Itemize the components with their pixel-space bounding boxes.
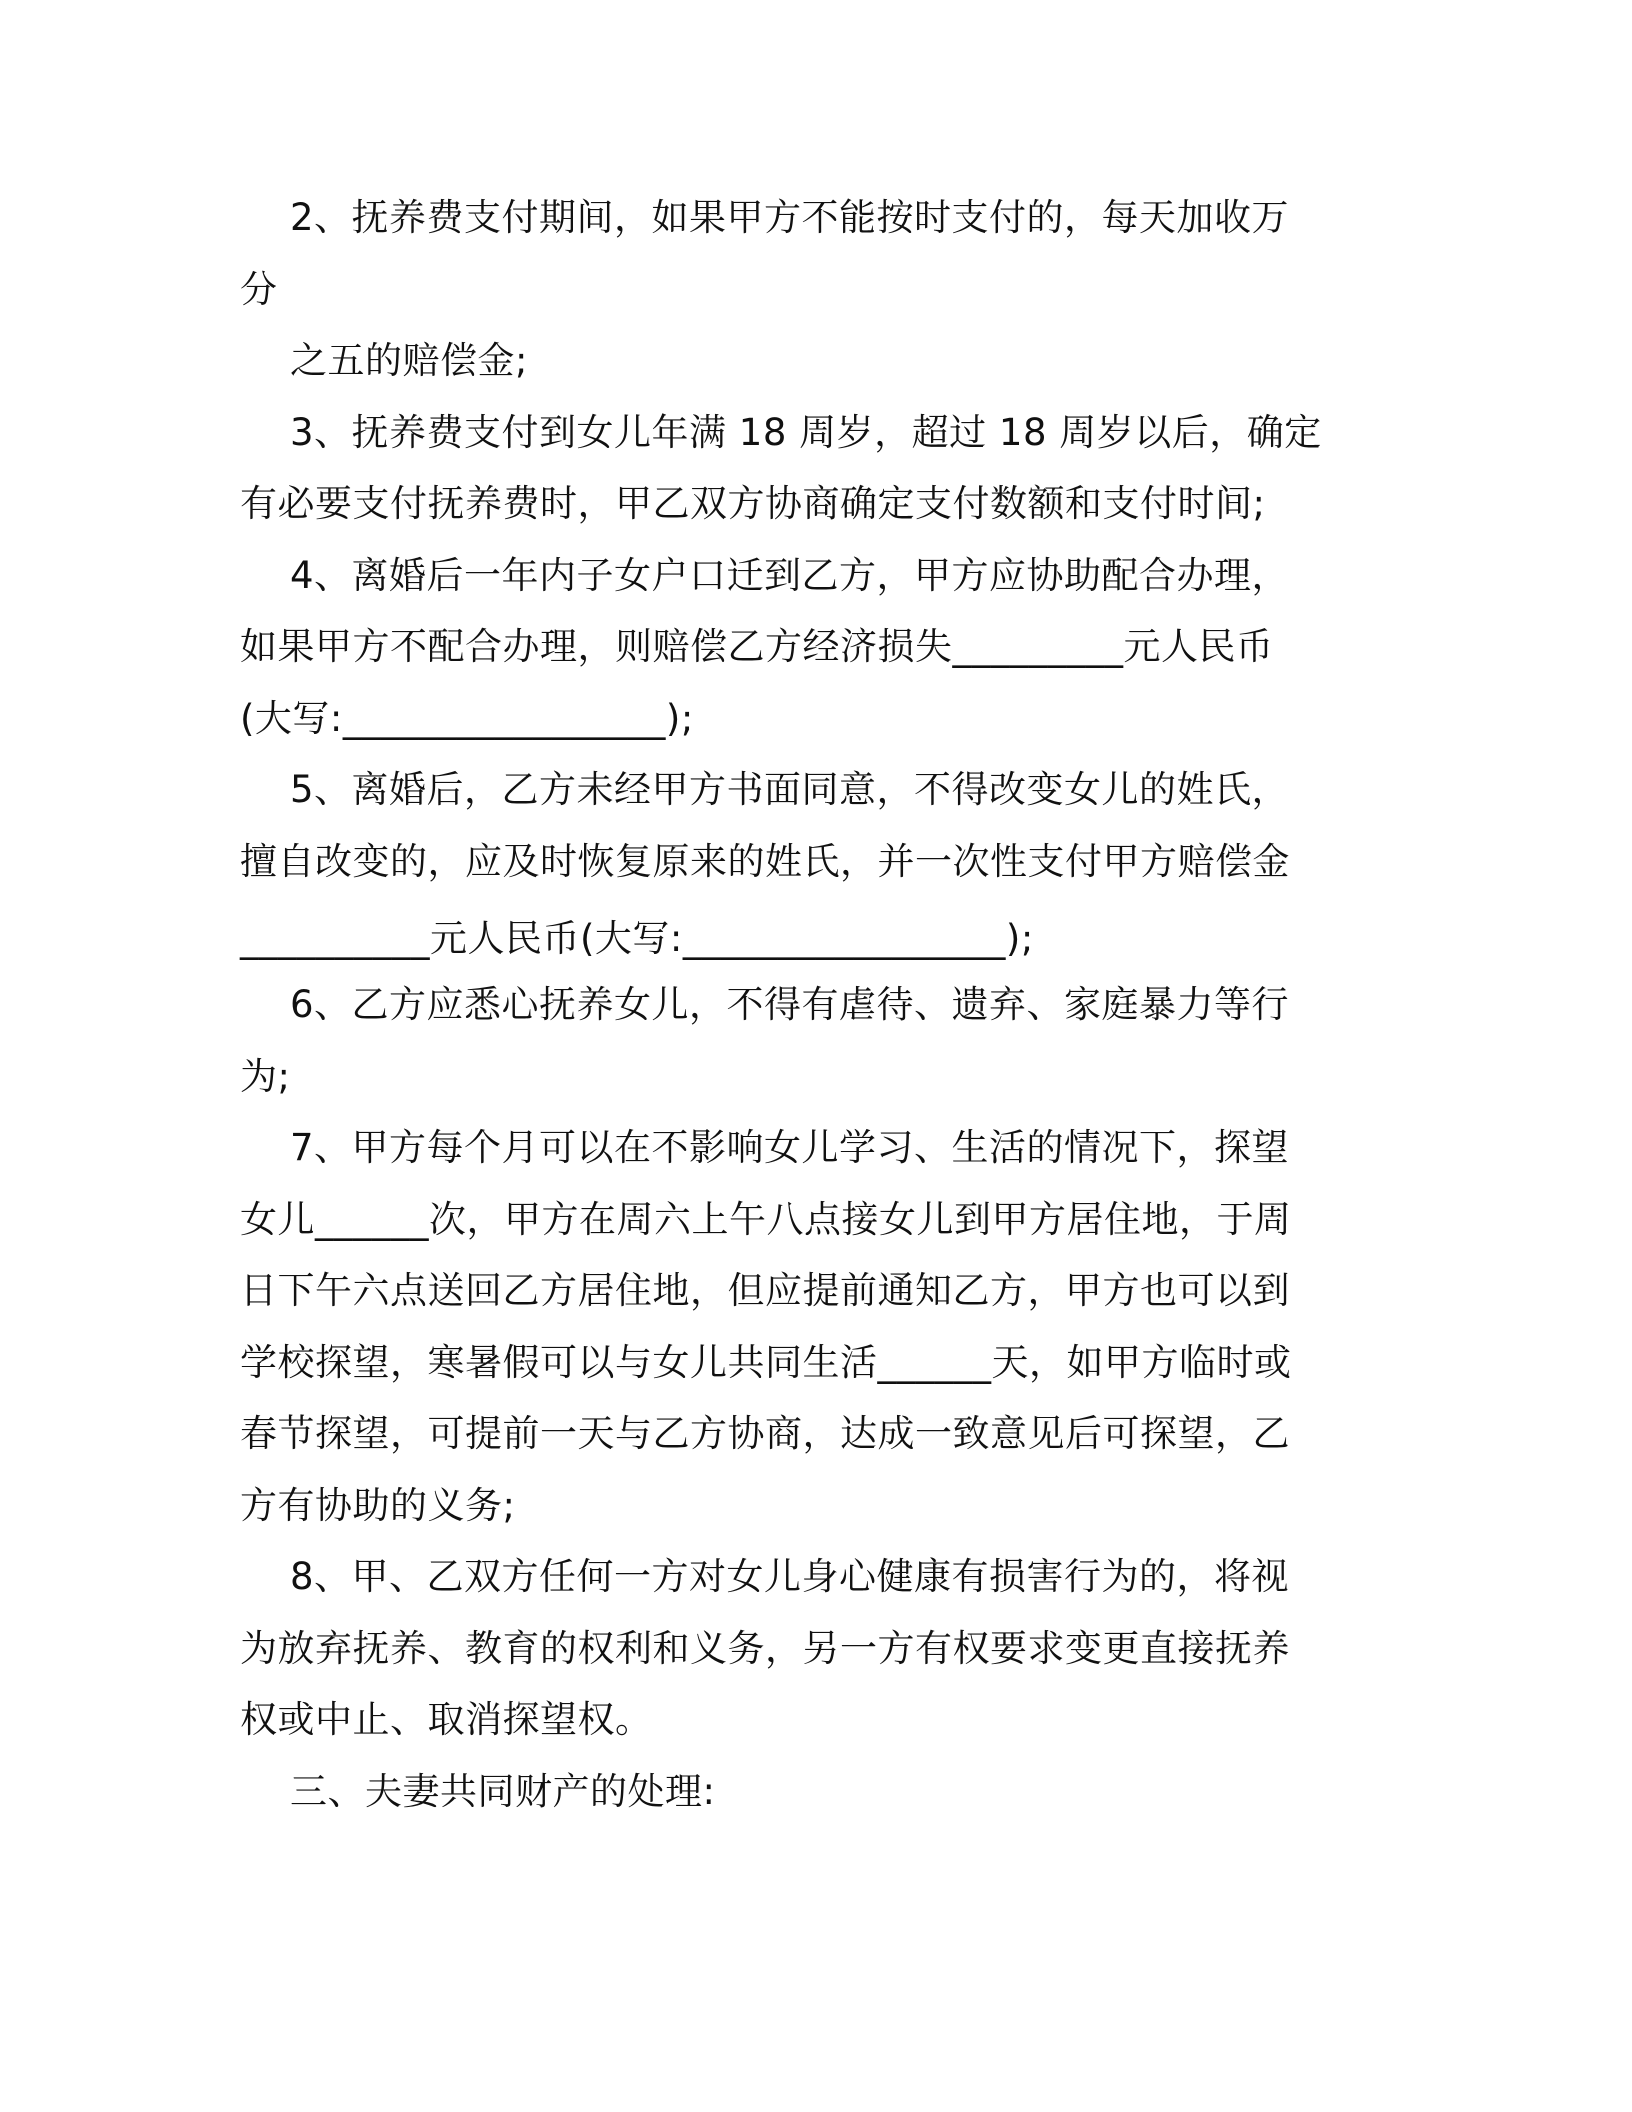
text-line: (大写:_________________); bbox=[240, 697, 694, 740]
text-line: 为; bbox=[240, 1055, 291, 1098]
text-line: 学校探望，寒暑假可以与女儿共同生活______天，如甲方临时或 bbox=[240, 1341, 1292, 1384]
text-line: 擅自改变的，应及时恢复原来的姓氏，并一次性支付甲方赔偿金 bbox=[240, 840, 1290, 883]
text-line: 有必要支付抚养费时，甲乙双方协商确定支付数额和支付时间; bbox=[240, 482, 1266, 525]
text-line: 日下午六点送回乙方居住地，但应提前通知乙方，甲方也可以到 bbox=[240, 1269, 1290, 1312]
text-line: 春节探望，可提前一天与乙方协商，达成一致意见后可探望，乙 bbox=[240, 1412, 1290, 1455]
text-line: __________元人民币(大写:_________________); bbox=[240, 917, 1034, 960]
text-line: 7、甲方每个月可以在不影响女儿学习、生活的情况下，探望 bbox=[290, 1126, 1290, 1169]
text-line: 女儿______次，甲方在周六上午八点接女儿到甲方居住地，于周 bbox=[240, 1198, 1292, 1241]
text-line: 4、离婚后一年内子女户口迁到乙方，甲方应协助配合办理， bbox=[290, 554, 1290, 597]
text-line: 如果甲方不配合办理，则赔偿乙方经济损失_________元人民币 bbox=[240, 625, 1274, 668]
text-line: 为放弃抚养、教育的权利和义务，另一方有权要求变更直接抚养 bbox=[240, 1627, 1290, 1670]
text-line: 6、乙方应悉心抚养女儿，不得有虐待、遗弃、家庭暴力等行 bbox=[290, 983, 1290, 1026]
text-line: 方有协助的义务; bbox=[240, 1484, 516, 1527]
text-line: 2、抚养费支付期间，如果甲方不能按时支付的，每天加收万 bbox=[290, 196, 1290, 239]
text-line: 3、抚养费支付到女儿年满 18 周岁，超过 18 周岁以后，确定 bbox=[290, 411, 1322, 454]
text-line: 5、离婚后，乙方未经甲方书面同意，不得改变女儿的姓氏， bbox=[290, 768, 1290, 811]
section-heading: 三、夫妻共同财产的处理: bbox=[290, 1770, 716, 1813]
text-line: 8、甲、乙双方任何一方对女儿身心健康有损害行为的，将视 bbox=[290, 1555, 1290, 1598]
text-line: 之五的赔偿金; bbox=[290, 339, 528, 382]
text-line: 权或中止、取消探望权。 bbox=[240, 1698, 653, 1741]
text-line: 分 bbox=[240, 268, 278, 311]
